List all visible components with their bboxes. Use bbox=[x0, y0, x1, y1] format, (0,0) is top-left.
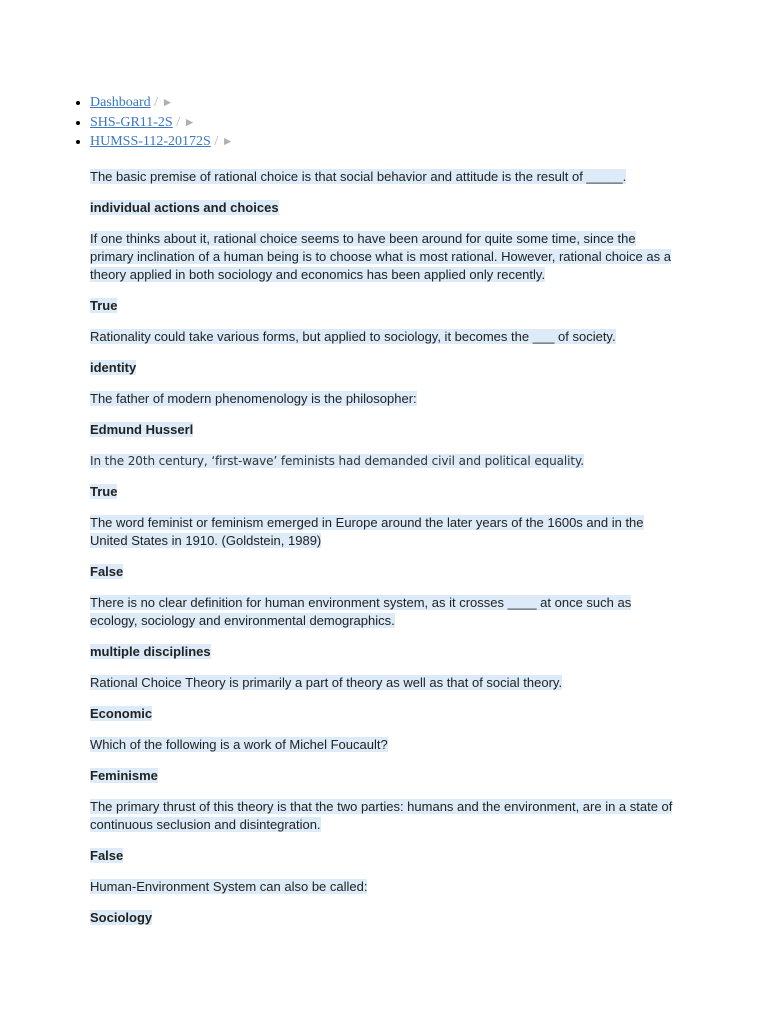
question-text: Which of the following is a work of Michel Foucault? bbox=[90, 737, 388, 752]
question-text: Rational Choice Theory is primarily a part of theory as well as that of social theory. bbox=[90, 675, 563, 690]
answer-text: False bbox=[90, 848, 124, 863]
answer-text: Feminisme bbox=[90, 768, 158, 783]
breadcrumb bbox=[62, 93, 234, 152]
qa-list bbox=[90, 168, 680, 940]
arrow-right-icon: ► bbox=[183, 114, 196, 129]
breadcrumb-separator: / bbox=[214, 134, 219, 149]
breadcrumb-item-section bbox=[90, 132, 234, 152]
answer-text: multiple disciplines bbox=[90, 644, 211, 659]
answer-text: Edmund Husserl bbox=[90, 422, 194, 437]
question-text: There is no clear definition for human environment system, as it crosses ____ at once such as ecology, sociology and environmental demographics. bbox=[90, 595, 632, 628]
question-text: Human-Environment System can also be called: bbox=[90, 879, 368, 894]
question-text: The primary thrust of this theory is that the two parties: humans and the environment, are in a state of continuous seclusion and disintegration. bbox=[90, 799, 673, 832]
answer-text: individual actions and choices bbox=[90, 200, 279, 215]
breadcrumb-link-course[interactable]: SHS-GR11-2S bbox=[90, 114, 173, 130]
answer-text: True bbox=[90, 298, 118, 313]
breadcrumb-link-section[interactable]: HUMSS-112-20172S bbox=[90, 134, 211, 149]
arrow-right-icon: ► bbox=[221, 134, 234, 148]
breadcrumb-link-dashboard[interactable]: Dashboard bbox=[90, 95, 151, 110]
question-text: The basic premise of rational choice is that social behavior and attitude is the result of _____. bbox=[90, 169, 627, 184]
breadcrumb-item-course bbox=[90, 113, 234, 133]
answer-text: Economic bbox=[90, 706, 153, 721]
question-text: The father of modern phenomenology is the philosopher: bbox=[90, 391, 417, 406]
breadcrumb-item-dashboard bbox=[90, 93, 234, 113]
answer-text: False bbox=[90, 564, 124, 579]
question-text: The word feminist or feminism emerged in Europe around the later years of the 1600s and in the United States in 1910. (Goldstein, 1989) bbox=[90, 515, 644, 548]
breadcrumb-separator: / bbox=[176, 114, 181, 130]
question-text: If one thinks about it, rational choice seems to have been around for quite some time, since the primary inclination of a human being is to choose what is most rational. However, rational choice as a theory applied in both sociology and economics has been applied only recently. bbox=[90, 231, 671, 282]
question-text: In the 20th century, ‘first-wave’ feminists had demanded civil and political equality. bbox=[90, 454, 584, 468]
answer-text: identity bbox=[90, 360, 137, 375]
arrow-right-icon: ► bbox=[161, 95, 174, 109]
question-text: Rationality could take various forms, but applied to sociology, it becomes the ___ of society. bbox=[90, 329, 616, 344]
answer-text: Sociology bbox=[90, 910, 153, 925]
answer-text: True bbox=[90, 484, 118, 499]
breadcrumb-separator: / bbox=[154, 95, 159, 110]
